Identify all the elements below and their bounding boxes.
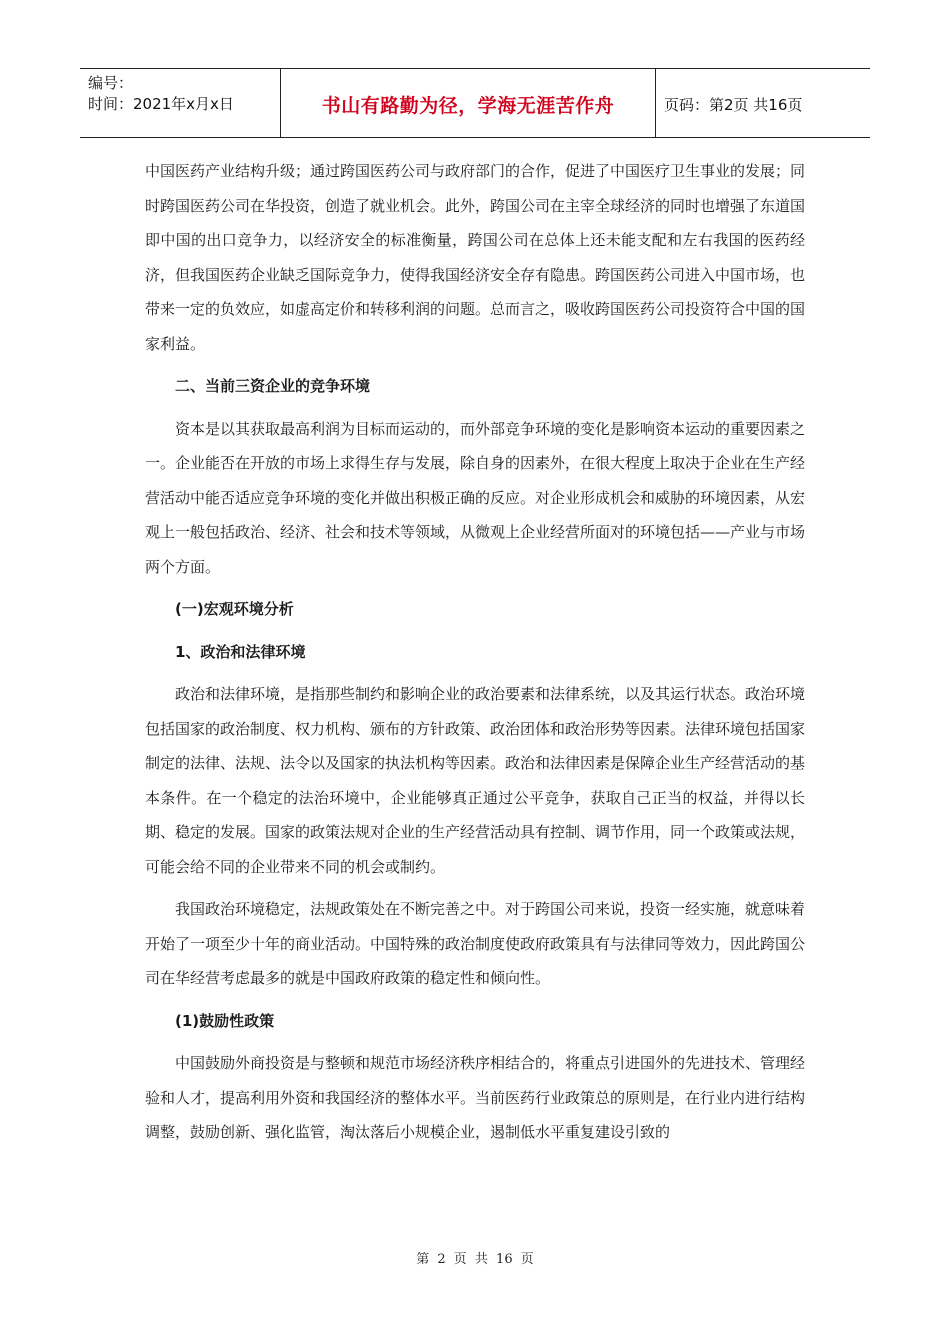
- paragraph-1: 中国医药产业结构升级；通过跨国医药公司与政府部门的合作，促进了中国医疗卫生事业的发展；同时跨国医药公司在华投资，创造了就业机会。此外，跨国公司在主宰全球经济的同时也增强了东道国即中国的出口竞争力，以经济安全的标准衡量，跨国公司在总体上还未能支配和左右我国的医药经济，但我国医药企业缺乏国际竞争力，使得我国经济安全存有隐患。跨国医药公司进入中国市场，也带来一定的负效应，如虚高定价和转移利润的问题。总而言之，吸收跨国医药公司投资符合中国的国家利益。: [145, 162, 806, 353]
- paragraph-4: 我国政治环境稳定，法规政策处在不断完善之中。对于跨国公司来说，投资一经实施，就意味着开始了一项至少十年的商业活动。中国特殊的政治制度使政府政策具有与法律同等效力，因此跨国公司在华经营考虑最多的就是中国政府政策的稳定性和倾向性。: [145, 900, 806, 987]
- paragraph-3: 政治和法律环境，是指那些制约和影响企业的政治要素和法律系统，以及其运行状态。政治环境包括国家的政治制度、权力机构、颁布的方针政策、政治团体和政治形势等因素。法律环境包括国家制定的法律、法规、法令以及国家的执法机构等因素。政治和法律因素是保障企业生产经营活动的基本条件。在一个稳定的法治环境中，企业能够真正通过公平竞争，获取自己正当的权益，并得以长期、稳定的发展。国家的政策法规对企业的生产经营活动具有控制、调节作用，同一个政策或法规，可能会给不同的企业带来不同的机会或制约。: [145, 685, 806, 876]
- subsection-heading-macro: (一)宏观环境分析: [175, 600, 294, 618]
- document-date: 时间：2021年x月x日: [88, 95, 234, 113]
- page-footer: 第 2 页 共 16 页: [416, 1252, 534, 1267]
- subsection-heading-political-legal: 1、政治和法律环境: [175, 642, 306, 661]
- header-page-info: 页码：第2页 共16页: [664, 95, 803, 114]
- document-header: [80, 68, 870, 138]
- paragraph-5: 中国鼓励外商投资是与整顿和规范市场经济秩序相结合的，将重点引进国外的先进技术、管理经验和人才，提高利用外资和我国经济的整体水平。当前医药行业政策总的原则是，在行业内进行结构调整，鼓励创新、强化监管，淘汰落后小规模企业，遏制低水平重复建设引致的: [145, 1054, 806, 1141]
- header-motto: 书山有路勤为径，学海无涯苦作舟: [321, 94, 615, 117]
- header-meta: [80, 69, 281, 137]
- document-number-label: 编号：: [88, 74, 134, 92]
- paragraph-2: 资本是以其获取最高利润为目标而运动的，而外部竞争环境的变化是影响资本运动的重要因素之一。企业能否在开放的市场上求得生存与发展，除自身的因素外，在很大程度上取决于企业在生产经营活动中能否适应竞争环境的变化并做出积极正确的反应。对企业形成机会和威胁的环境因素，从宏观上一般包括政治、经济、社会和技术等领域，从微观上企业经营所面对的环境包括——产业与市场两个方面。: [145, 419, 806, 576]
- document-body: [145, 154, 805, 1158]
- section-heading-2: 二、当前三资企业的竞争环境: [175, 377, 371, 395]
- header-motto-cell: [281, 69, 656, 137]
- subsection-heading-encouraging-policy: (1)鼓励性政策: [175, 1011, 275, 1030]
